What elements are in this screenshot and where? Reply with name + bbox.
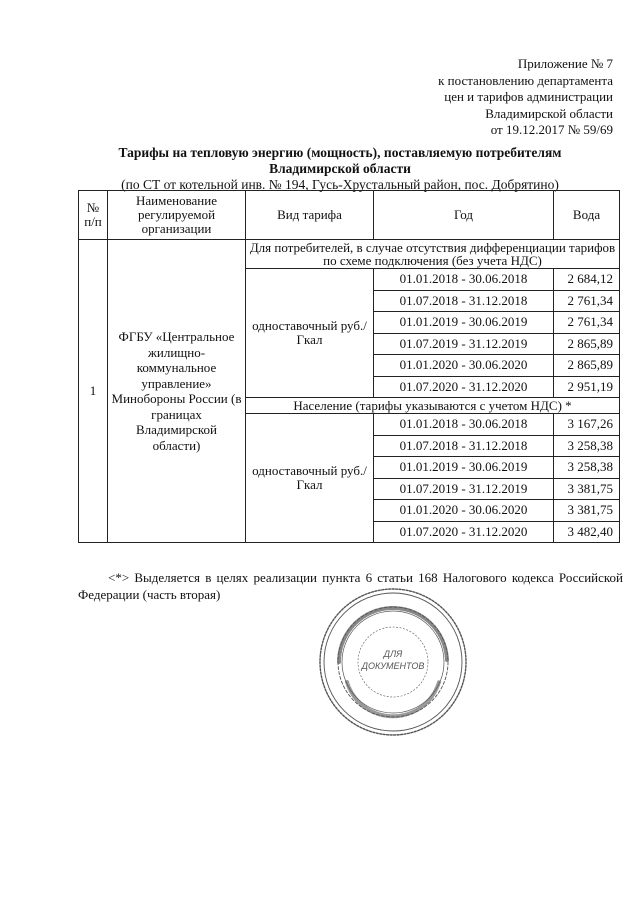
appendix-line: к постановлению департамента <box>438 72 613 88</box>
appendix-line: от 19.12.2017 № 59/69 <box>490 122 613 137</box>
period-cell: 01.01.2020 - 30.06.2020 <box>374 500 554 522</box>
header-num: № п/п <box>79 191 108 240</box>
period-cell: 01.07.2019 - 31.12.2019 <box>374 478 554 500</box>
footnote-text: <*> Выделяется в целях реализации пункта 6 статьи 168 Налогового кодекса Российской Федерации (часть вторая) <box>78 570 623 602</box>
value-cell: 2 761,34 <box>554 312 620 334</box>
header-year: Год <box>374 191 554 240</box>
title-line-1: Тарифы на тепловую энергию (мощность), поставляемую потребителям <box>118 145 562 160</box>
appendix-line: цен и тарифов администрации <box>444 89 613 104</box>
table-header-row <box>79 191 620 240</box>
period-cell: 01.07.2018 - 31.12.2018 <box>374 435 554 457</box>
period-cell: 01.07.2018 - 31.12.2018 <box>374 290 554 312</box>
header-tariff-type: Вид тарифа <box>246 191 374 240</box>
period-cell: 01.01.2019 - 30.06.2019 <box>374 457 554 479</box>
value-cell: 2 865,89 <box>554 355 620 377</box>
stamp-text-2: ДОКУМЕНТОВ <box>361 661 425 671</box>
period-cell: 01.01.2018 - 30.06.2018 <box>374 414 554 436</box>
stamp-text-1: ДЛЯ <box>383 649 403 659</box>
appendix-block <box>313 56 613 139</box>
title-line-2: Владимирской области <box>269 161 411 176</box>
tariff-type-cell: одноставочный руб./Гкал <box>246 269 374 398</box>
value-cell: 3 482,40 <box>554 521 620 543</box>
document-title <box>60 145 620 193</box>
value-cell: 3 381,75 <box>554 500 620 522</box>
value-cell: 2 951,19 <box>554 376 620 398</box>
value-cell: 2 684,12 <box>554 269 620 291</box>
period-cell: 01.07.2019 - 31.12.2019 <box>374 333 554 355</box>
section-heading-row <box>79 240 620 269</box>
value-cell: 3 167,26 <box>554 414 620 436</box>
appendix-line: Владимирской области <box>485 105 613 121</box>
official-stamp <box>317 586 469 738</box>
value-cell: 2 865,89 <box>554 333 620 355</box>
value-cell: 3 381,75 <box>554 478 620 500</box>
header-organization: Наименование регулируемой организации <box>108 191 246 240</box>
period-cell: 01.07.2020 - 31.12.2020 <box>374 376 554 398</box>
row-number: 1 <box>79 240 108 543</box>
title-subtitle: (по СТ от котельной инв. № 194, Гусь-Хрустальный район, пос. Добрятино) <box>121 177 559 192</box>
appendix-line: Приложение № 7 <box>517 56 613 71</box>
period-cell: 01.01.2020 - 30.06.2020 <box>374 355 554 377</box>
header-water: Вода <box>554 191 620 240</box>
period-cell: 01.01.2019 - 30.06.2019 <box>374 312 554 334</box>
organization-name: ФГБУ «Центральное жилищно-коммунальное управление» Минобороны России (в границах Владимирской области) <box>108 240 246 543</box>
tariff-table <box>78 190 620 543</box>
period-cell: 01.07.2020 - 31.12.2020 <box>374 521 554 543</box>
value-cell: 2 761,34 <box>554 290 620 312</box>
period-cell: 01.01.2018 - 30.06.2018 <box>374 269 554 291</box>
value-cell: 3 258,38 <box>554 435 620 457</box>
value-cell: 3 258,38 <box>554 457 620 479</box>
section-heading: Для потребителей, в случае отсутствия дифференциации тарифов по схеме подключения (без учета НДС) <box>246 240 620 269</box>
tariff-type-cell: одноставочный руб./Гкал <box>246 414 374 543</box>
section-heading: Население (тарифы указываются с учетом НДС) * <box>246 398 620 414</box>
